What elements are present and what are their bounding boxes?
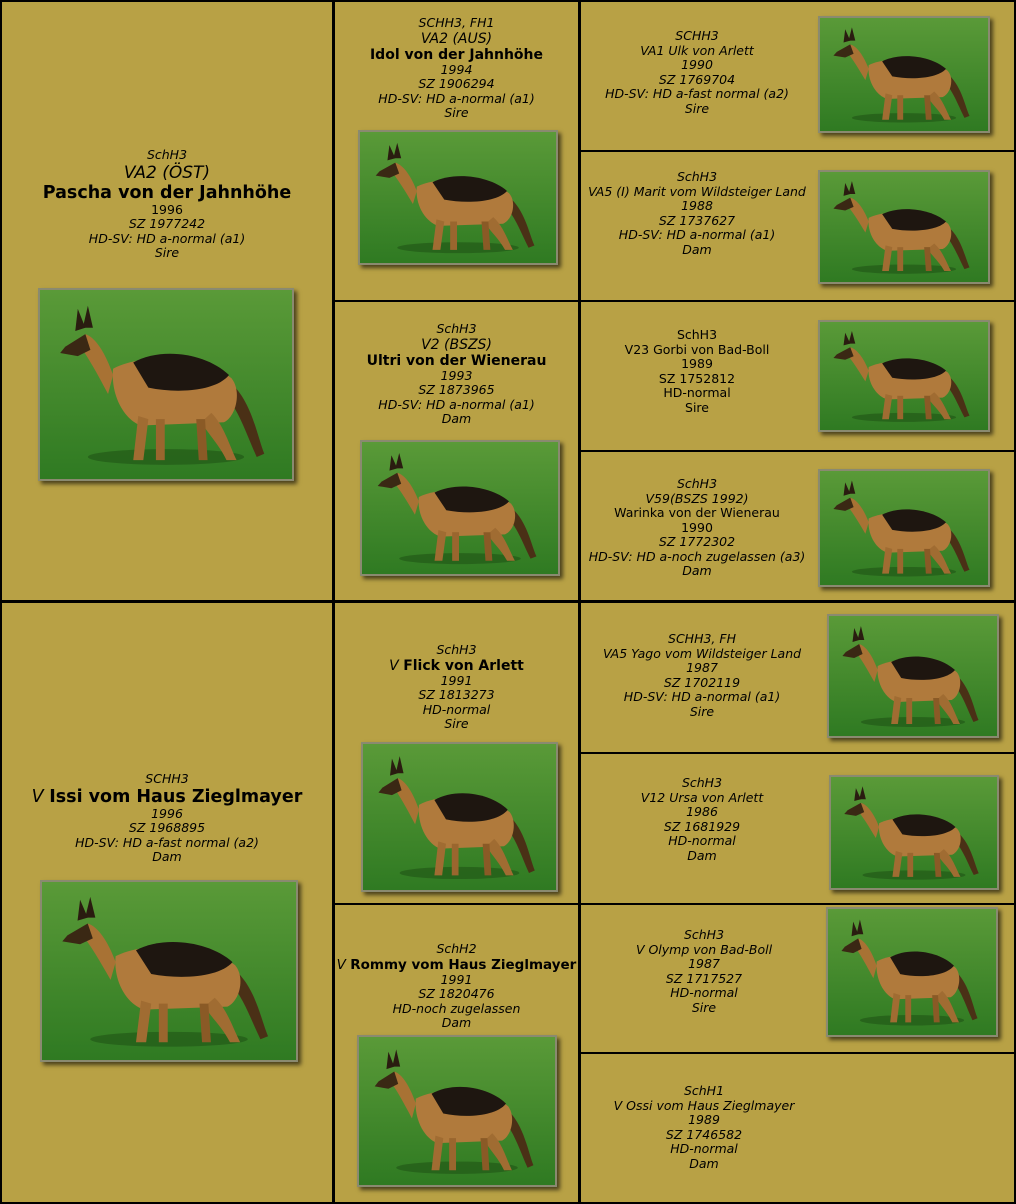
gen3-sz: SZ 1746582 (665, 1126, 743, 1142)
dog-photo (818, 170, 990, 284)
gen3-name: V12 Ursa von Arlett (640, 789, 764, 805)
gen3-info (584, 1084, 824, 1171)
gen3-sz: SZ 1769704 (658, 71, 736, 87)
gen3-year: 1987 (686, 660, 718, 675)
dog-photo (818, 469, 990, 587)
gen3-name: VA1 Ulk von Arlett (640, 42, 754, 58)
gen3-title: SchH3 (676, 476, 718, 491)
gen2-role: Dam (441, 411, 472, 426)
gen2-info (335, 16, 578, 121)
gen2-hd: HD-SV: HD a-normal (a1) (378, 396, 535, 412)
gen3-name: V Ossi vom Haus Zieglmayer (613, 1097, 795, 1113)
dog-photo (361, 742, 558, 892)
gen3-info (584, 29, 810, 116)
dog-photo (38, 288, 294, 481)
gen3-hd: HD-normal (670, 1141, 738, 1156)
gen2-name: Rommy vom Haus Zieglmayer (350, 956, 577, 973)
gen2-role: Sire (444, 105, 469, 120)
dog-photo (40, 880, 298, 1062)
dog-photo (827, 614, 999, 738)
dam-year: 1996 (151, 805, 183, 821)
gen2-role: Dam (441, 1015, 472, 1030)
gen3-title: SchH3 (683, 927, 725, 942)
gen2-sz: SZ 1820476 (418, 986, 495, 1001)
gen3-name: VA5 (I) Marit vom Wildsteiger Land (588, 183, 806, 199)
gen2-sz: SZ 1813273 (418, 687, 495, 702)
gen3-sz: SZ 1717527 (665, 970, 743, 986)
gen3-hd: HD-normal (670, 985, 738, 1000)
gen3-role: Dam (689, 1155, 719, 1171)
gen2-info (335, 942, 578, 1031)
gen3-sz: SZ 1737627 (658, 212, 736, 228)
gen3-title: SchH1 (683, 1083, 725, 1098)
gen3-year: 1990 (681, 519, 713, 535)
gen3-hd: HD-normal (663, 385, 731, 400)
gen2-name: Ultri von der Wienerau (366, 352, 547, 369)
gen2-title: SCHH3, FH1 (418, 15, 495, 30)
sire-title: SchH3 (146, 147, 188, 162)
gen3-year: 1986 (686, 804, 718, 819)
dog-photo (826, 907, 998, 1037)
gen3-info (584, 328, 810, 415)
gen3-title: SCHH3 (675, 28, 719, 43)
gen2-info (335, 322, 578, 427)
gen2-sz: SZ 1906294 (418, 76, 495, 91)
dog-photo (360, 440, 560, 576)
gen2-hd: HD-normal (422, 701, 491, 717)
gen3-title: SCHH3, FH (668, 631, 736, 646)
gen3-info (584, 632, 820, 719)
gen2-year: 1991 (440, 971, 473, 987)
gen3-name: VA5 Yago vom Wildsteiger Land (602, 645, 802, 661)
gen2-sz: SZ 1873965 (418, 382, 495, 397)
gen2-hd: HD-SV: HD a-normal (a1) (378, 90, 535, 106)
gen3-sz: SZ 1772302 (658, 534, 736, 549)
gen2-rating: V (389, 657, 399, 674)
dam-role: Dam (152, 849, 182, 864)
gen2-rating: VA2 (AUS) (420, 30, 493, 47)
gen3-role: Sire (689, 703, 715, 719)
gen3-year: 1990 (681, 57, 713, 72)
dam-name: Issi vom Haus Zieglmayer (49, 786, 303, 807)
gen3-info (584, 170, 810, 257)
gen2-title: SchH3 (436, 321, 477, 336)
dog-photo (829, 775, 999, 890)
sire-sz: SZ 1977242 (128, 216, 206, 231)
gen3-name: Warinka von der Wienerau (614, 505, 780, 520)
sire-rating: VA2 (ÖST) (123, 162, 211, 183)
sire-year: 1996 (151, 201, 183, 217)
sire-role: Sire (154, 245, 180, 260)
gen3-title: SchH3 (681, 775, 723, 790)
gen2-rating: V (336, 956, 346, 973)
gen3-year: 1987 (688, 956, 720, 971)
sire-hd: HD-SV: HD a-normal (a1) (88, 230, 246, 246)
gen3-year: 1988 (681, 198, 713, 213)
gen3-hd: HD-SV: HD a-noch zugelassen (a3) (588, 548, 806, 564)
dam-info (2, 772, 332, 865)
gen3-hd: HD-SV: HD a-fast normal (a2) (605, 86, 789, 101)
dog-photo (358, 130, 558, 265)
dog-photo (818, 16, 990, 133)
gen3-role: Dam (687, 847, 717, 863)
dog-photo (818, 320, 990, 432)
gen3-info (584, 928, 824, 1015)
gen3-hd: HD-normal (668, 833, 736, 848)
gen3-rating: V59(BSZS 1992) (645, 490, 749, 506)
dam-title: SCHH3 (145, 771, 189, 786)
gen3-role: Sire (684, 100, 710, 116)
gen3-role: Dam (682, 241, 712, 257)
gen2-hd: HD-noch zugelassen (392, 1000, 521, 1016)
sire-name: Pascha von der Jahnhöhe (42, 182, 292, 203)
dam-hd: HD-SV: HD a-fast normal (a2) (75, 834, 259, 850)
gen3-year: 1989 (688, 1112, 720, 1127)
gen2-name: Idol von der Jahnhöhe (369, 46, 544, 63)
gen2-name: Flick von Arlett (403, 657, 524, 674)
gen2-role: Sire (444, 716, 469, 731)
gen2-info (335, 643, 578, 732)
gen3-hd: HD-SV: HD a-normal (a1) (618, 227, 776, 242)
gen2-year: 1993 (440, 367, 473, 383)
sire-info (2, 148, 332, 261)
gen3-sz: SZ 1752812 (658, 370, 736, 386)
gen3-sz: SZ 1681929 (663, 818, 741, 834)
gen3-role: Sire (691, 999, 717, 1015)
gen2-rating: V2 (BSZS) (421, 336, 492, 353)
gen3-year: 1989 (681, 356, 713, 371)
dam-rating: V (31, 786, 44, 807)
gen3-role: Dam (682, 563, 712, 578)
gen3-name: V Olymp von Bad-Boll (635, 941, 773, 957)
gen2-year: 1991 (440, 672, 473, 688)
gen3-role: Sire (685, 399, 709, 415)
gen3-hd: HD-SV: HD a-normal (a1) (623, 689, 781, 704)
gen3-title: SchH3 (676, 169, 718, 184)
gen3-title: SchH3 (676, 327, 718, 342)
gen3-name: V23 Gorbi von Bad-Boll (624, 341, 770, 357)
dam-sz: SZ 1968895 (128, 820, 206, 835)
gen3-info (584, 477, 810, 579)
gen3-sz: SZ 1702119 (663, 674, 741, 690)
gen2-title: SchH2 (436, 941, 477, 956)
gen2-title: SchH3 (436, 642, 477, 657)
gen3-info (584, 776, 820, 863)
dog-photo (357, 1035, 557, 1187)
gen2-year: 1994 (440, 61, 473, 77)
